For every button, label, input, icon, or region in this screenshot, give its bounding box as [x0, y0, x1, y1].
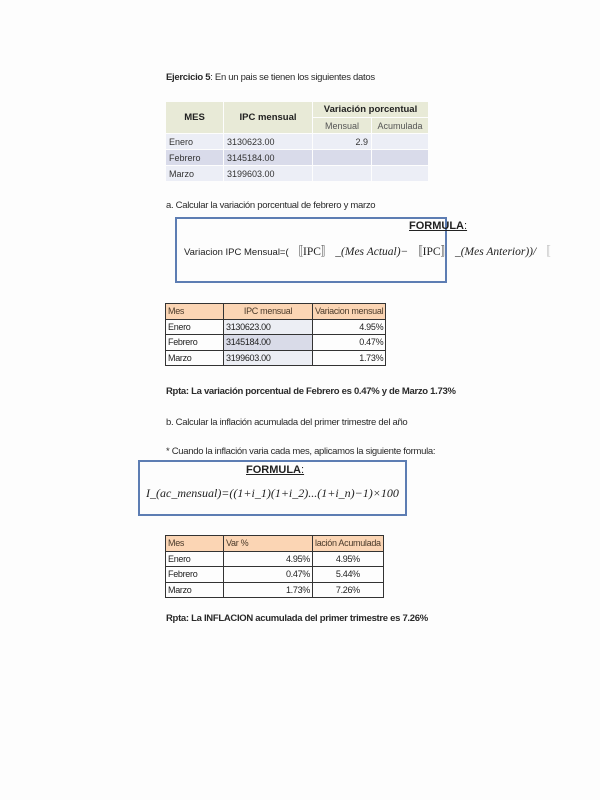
cell-acumulada: 7.26%	[313, 582, 384, 598]
formula-sub2: _(Mes Anterior))/	[454, 246, 537, 258]
cell-ipc: 3199603.00	[224, 350, 313, 366]
table-row	[166, 582, 384, 598]
cell-mes: Marzo	[166, 582, 224, 598]
cell-mes: Febrero	[166, 567, 224, 583]
cell-acumulada	[372, 166, 428, 181]
exercise-heading	[166, 72, 375, 83]
cell-acumulada: 4.95%	[313, 551, 384, 567]
formula-ipc1: 〚IPC〛	[291, 246, 333, 258]
cell-mes: Marzo	[166, 166, 223, 181]
cell-var: 1.73%	[224, 582, 313, 598]
formula-title-a	[409, 220, 467, 232]
table-row	[166, 551, 384, 567]
note-b: * Cuando la inflación varia cada mes, aplicamos la siguiente formula:	[166, 446, 436, 457]
table-row	[166, 150, 428, 165]
data-table	[165, 101, 429, 182]
cell-mes: Enero	[166, 551, 224, 567]
cell-mes: Febrero	[166, 150, 223, 165]
cell-ipc: 3145184.00	[224, 335, 313, 351]
table-row	[166, 350, 386, 366]
cell-variacion: 1.73%	[313, 350, 386, 366]
cell-mes: Enero	[166, 319, 224, 335]
header-acumulada	[313, 536, 384, 552]
formula-colon: :	[464, 220, 468, 232]
cumulative-table	[165, 535, 384, 598]
formula-a	[184, 243, 551, 259]
table-row	[166, 134, 428, 149]
cell-mes: Febrero	[166, 335, 224, 351]
formula-lhs: Variacion IPC Mensual=(	[184, 247, 289, 258]
formula-b-text: I_(ac_mensual)=((1+i_1)(1+i_2)...(1+i_n)−1)×100	[146, 486, 399, 500]
cell-acumulada	[372, 134, 428, 149]
cell-ipc: 3130623.00	[224, 134, 312, 149]
cell-mensual: 2.9	[313, 134, 371, 149]
cell-mes: Enero	[166, 134, 223, 149]
header-mensual: Mensual	[313, 118, 371, 133]
cell-var: 0.47%	[224, 567, 313, 583]
cell-var: 4.95%	[224, 551, 313, 567]
question-a: a. Calcular la variación porcentual de febrero y marzo	[166, 200, 376, 211]
answer-a: Rpta: La variación porcentual de Febrero es 0.47% y de Marzo 1.73%	[166, 386, 456, 397]
table-row	[166, 319, 386, 335]
formula-sub1: _(Mes Actual)−	[335, 246, 409, 258]
formula-tail: 〚	[539, 246, 551, 258]
formula-title-text: FORMULA	[409, 220, 464, 232]
cell-mensual	[313, 150, 371, 165]
formula-title-text: FORMULA	[246, 464, 301, 476]
table-row	[166, 567, 384, 583]
header-var: Var %	[224, 536, 313, 552]
header-acumulada: Acumulada	[372, 118, 428, 133]
header-mes: MES	[166, 102, 223, 133]
table-row	[166, 335, 386, 351]
table-row	[166, 166, 428, 181]
cell-mensual	[313, 166, 371, 181]
formula-b	[146, 486, 399, 501]
exercise-intro: : En un pais se tienen los siguientes datos	[210, 72, 375, 83]
header-mes: Mes	[166, 304, 224, 320]
header-mes: Mes	[166, 536, 224, 552]
cell-variacion: 4.95%	[313, 319, 386, 335]
header-variacion: Variación porcentual	[313, 102, 428, 117]
formula-title-b	[246, 464, 304, 476]
cell-ipc: 3145184.00	[224, 150, 312, 165]
exercise-label: Ejercicio 5	[166, 72, 211, 83]
cell-acumulada	[372, 150, 428, 165]
formula-ipc2: 〚IPC〛	[411, 246, 453, 258]
question-b: b. Calcular la inflación acumulada del primer trimestre del año	[166, 417, 408, 428]
cell-variacion: 0.47%	[313, 335, 386, 351]
cell-ipc: 3199603.00	[224, 166, 312, 181]
formula-colon: :	[301, 464, 305, 476]
header-ipc: IPC mensual	[224, 304, 313, 320]
cell-ipc: 3130623.00	[224, 319, 313, 335]
header-ipc: IPC mensual	[224, 102, 312, 133]
answer-b: Rpta: La INFLACION acumulada del primer trimestre es 7.26%	[166, 613, 428, 624]
cell-acumulada: 5.44%	[313, 567, 384, 583]
header-variacion-text: Variacion mensual	[315, 306, 384, 317]
header-acumulada-text: lación Acumulada	[315, 538, 381, 549]
variation-table	[165, 303, 386, 366]
cell-mes: Marzo	[166, 350, 224, 366]
header-variacion	[313, 304, 386, 320]
